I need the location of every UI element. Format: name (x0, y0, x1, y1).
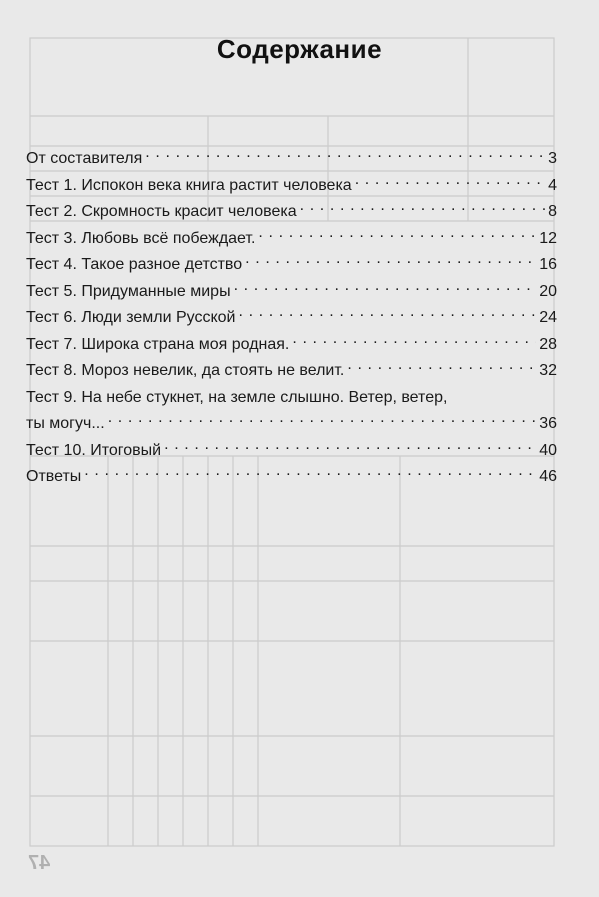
toc-leader-dots (258, 229, 536, 243)
toc-entry (26, 279, 557, 306)
toc-entry-label: Тест 10. Итоговый (26, 441, 162, 459)
toc-leader-dots (292, 335, 536, 349)
toc-entry (26, 438, 557, 465)
toc-entry (26, 226, 557, 253)
toc-entry-label: Тест 1. Испокон века книга растит человека (26, 176, 352, 194)
toc-entry (26, 146, 557, 173)
toc-entry-label: Тест 8. Мороз невелик, да стоять не велит. (26, 362, 345, 379)
table-of-contents (26, 146, 557, 491)
toc-entry-line1 (26, 385, 557, 412)
toc-entry-page: 46 (539, 468, 557, 485)
toc-entry-page: 20 (539, 282, 557, 300)
toc-leader-dots (245, 255, 536, 269)
toc-entry-label: Тест 5. Придуманные миры (26, 282, 231, 300)
toc-entry-page: 28 (539, 335, 557, 353)
toc-entry-page: 16 (539, 256, 557, 273)
toc-entry-label: Тест 4. Такое разное детство (26, 256, 243, 273)
toc-entry-label: Ответы (26, 468, 82, 485)
toc-leader-dots (300, 202, 545, 216)
toc-leader-dots (347, 361, 536, 375)
toc-leader-dots (164, 441, 536, 455)
toc-entry (26, 358, 557, 385)
toc-entry-page: 32 (539, 362, 557, 379)
toc-entry-page: 40 (539, 441, 557, 459)
toc-entry-label: Тест 2. Скромность красит человека (26, 203, 297, 220)
toc-entry (26, 332, 557, 359)
toc-entry-page: 3 (548, 150, 557, 167)
toc-entry-label: От составителя (26, 150, 143, 167)
toc-entry-page: 24 (539, 309, 557, 326)
toc-entry-label: Тест 6. Люди земли Русской (26, 309, 236, 326)
toc-entry (26, 199, 557, 226)
toc-entry-label: Тест 3. Любовь всё побеждает. (26, 229, 256, 247)
toc-entry-label: Тест 7. Широка страна моя родная. (26, 335, 290, 353)
toc-entry-line2 (26, 411, 557, 438)
toc-leader-dots (108, 414, 537, 428)
toc-leader-dots (234, 282, 537, 296)
toc-leader-dots (355, 176, 545, 190)
toc-entry (26, 252, 557, 279)
toc-leader-dots (238, 308, 536, 322)
toc-entry-page: 8 (548, 203, 557, 220)
show-through-page-number: 47 (28, 852, 51, 874)
toc-entry-page: 12 (539, 229, 557, 247)
toc-entry (26, 464, 557, 491)
toc-leader-dots (145, 149, 545, 163)
toc-entry (26, 173, 557, 200)
toc-entry-label: Тест 9. На небе стукнет, на земле слышно. Ветер, ветер, (26, 388, 448, 406)
toc-entry-page: 36 (539, 415, 557, 432)
toc-entry (26, 305, 557, 332)
toc-entry-label: ты могуч... (26, 415, 105, 432)
toc-entry-page: 4 (548, 176, 557, 194)
page-title: Содержание (216, 34, 383, 64)
toc-leader-dots (84, 467, 536, 481)
